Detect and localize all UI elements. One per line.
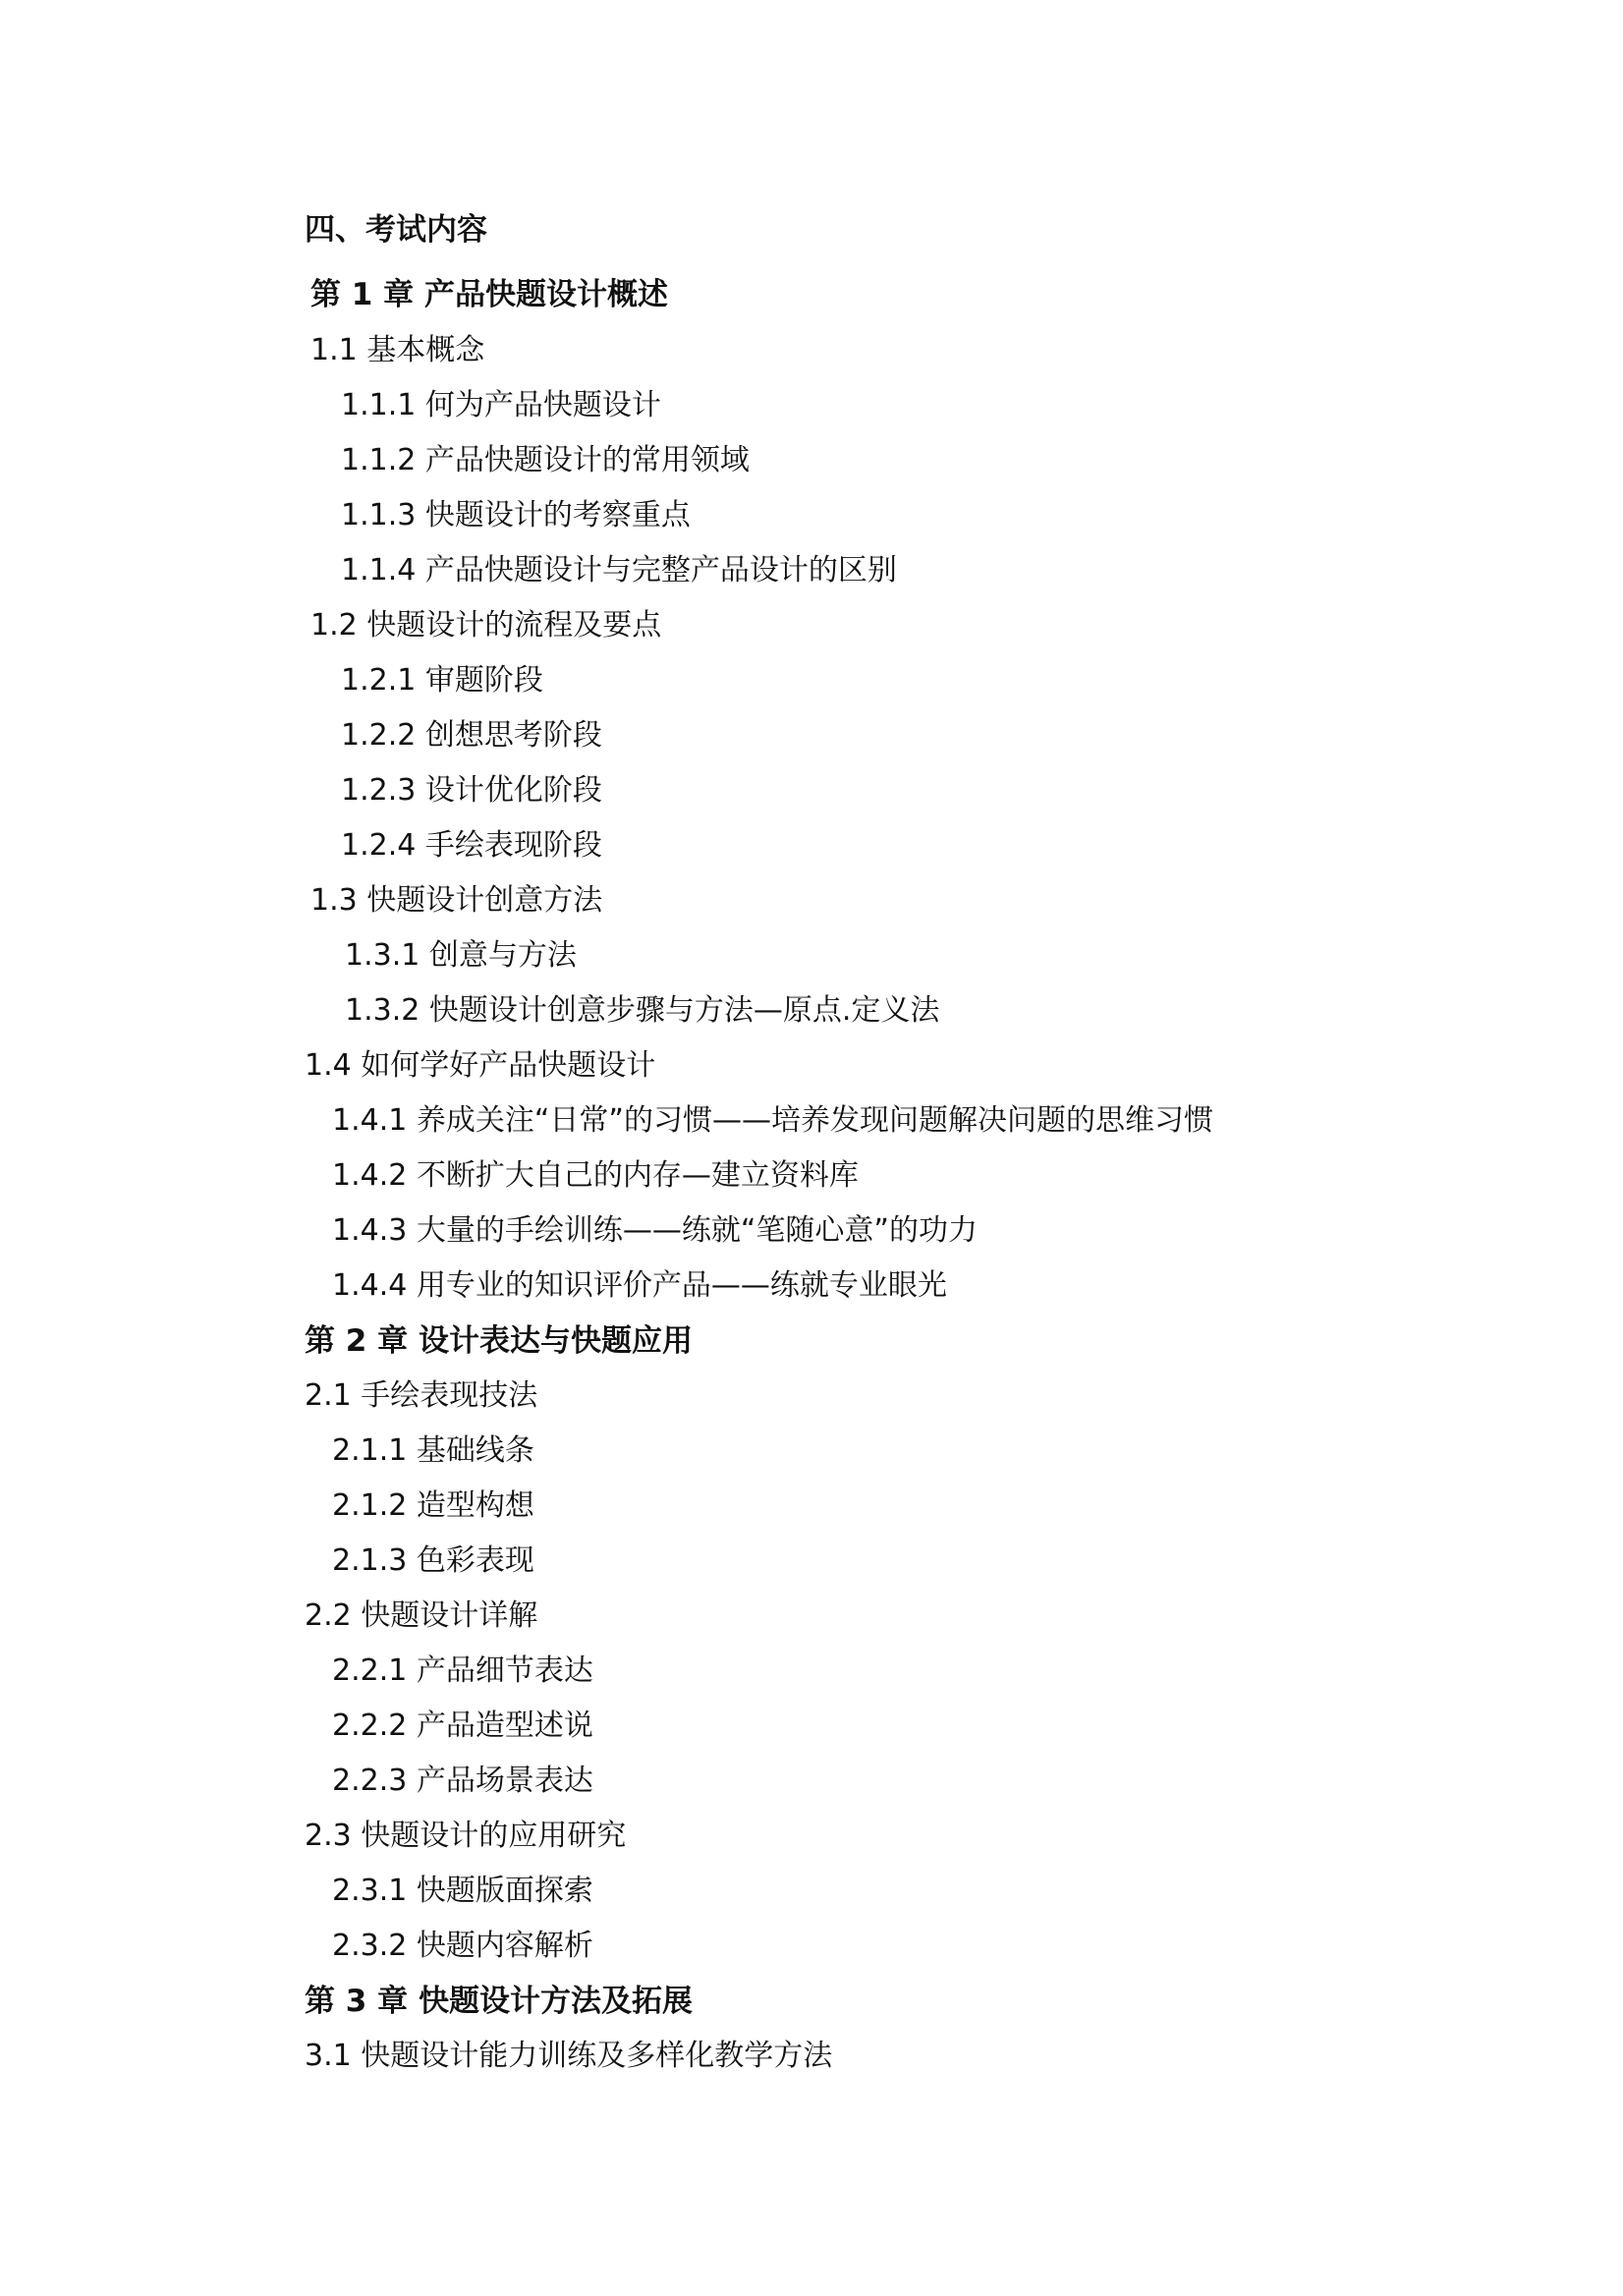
outline-item: 2.3 快题设计的应用研究 — [305, 1819, 627, 1853]
outline-item: 1.2.1 审题阶段 — [341, 663, 543, 698]
outline-item: 2.2.2 产品造型述说 — [332, 1708, 593, 1743]
outline-item: 1.1.2 产品快题设计的常用领域 — [341, 443, 750, 477]
outline-item: 1.3.1 创意与方法 — [345, 938, 577, 973]
outline-item: 1.1.3 快题设计的考察重点 — [341, 498, 691, 532]
outline-item: 2.1.2 造型构想 — [332, 1488, 534, 1523]
chapter-heading: 第 2 章 设计表达与快题应用 — [305, 1323, 693, 1359]
outline-item: 2.2.1 产品细节表达 — [332, 1653, 593, 1688]
outline-item: 1.3.2 快题设计创意步骤与方法—原点.定义法 — [345, 993, 940, 1028]
outline-item: 1.2.4 手绘表现阶段 — [341, 828, 602, 863]
outline-item: 2.1.1 基础线条 — [332, 1433, 534, 1468]
outline-item: 2.1.3 色彩表现 — [332, 1543, 534, 1578]
outline-item: 1.4.1 养成关注“日常”的习惯——培养发现问题解决问题的思维习惯 — [332, 1103, 1213, 1138]
outline-item: 2.3.2 快题内容解析 — [332, 1929, 593, 1963]
outline-item: 1.4.2 不断扩大自己的内存—建立资料库 — [332, 1158, 859, 1193]
section-heading: 四、考试内容 — [305, 212, 487, 248]
outline-item: 1.4 如何学好产品快题设计 — [305, 1048, 656, 1083]
outline-item: 2.1 手绘表现技法 — [305, 1378, 538, 1413]
outline-item: 2.3.1 快题版面探索 — [332, 1874, 593, 1908]
outline-item: 2.2 快题设计详解 — [305, 1598, 538, 1633]
chapter-heading: 第 1 章 产品快题设计概述 — [310, 277, 668, 312]
outline-item: 1.2.2 创想思考阶段 — [341, 718, 602, 753]
outline-item: 1.1.4 产品快题设计与完整产品设计的区别 — [341, 553, 897, 588]
outline-item: 2.2.3 产品场景表达 — [332, 1764, 593, 1798]
outline-item: 1.4.4 用专业的知识评价产品——练就专业眼光 — [332, 1268, 947, 1303]
chapter-heading: 第 3 章 快题设计方法及拓展 — [305, 1984, 693, 2019]
outline-item: 1.2 快题设计的流程及要点 — [310, 608, 662, 643]
outline-item: 1.1 基本概念 — [310, 333, 485, 367]
outline-item: 3.1 快题设计能力训练及多样化教学方法 — [305, 2039, 833, 2073]
outline-item: 1.1.1 何为产品快题设计 — [341, 388, 661, 422]
outline-item: 1.2.3 设计优化阶段 — [341, 773, 602, 808]
outline-item: 1.3 快题设计创意方法 — [310, 883, 603, 918]
outline-item: 1.4.3 大量的手绘训练——练就“笔随心意”的功力 — [332, 1213, 978, 1248]
